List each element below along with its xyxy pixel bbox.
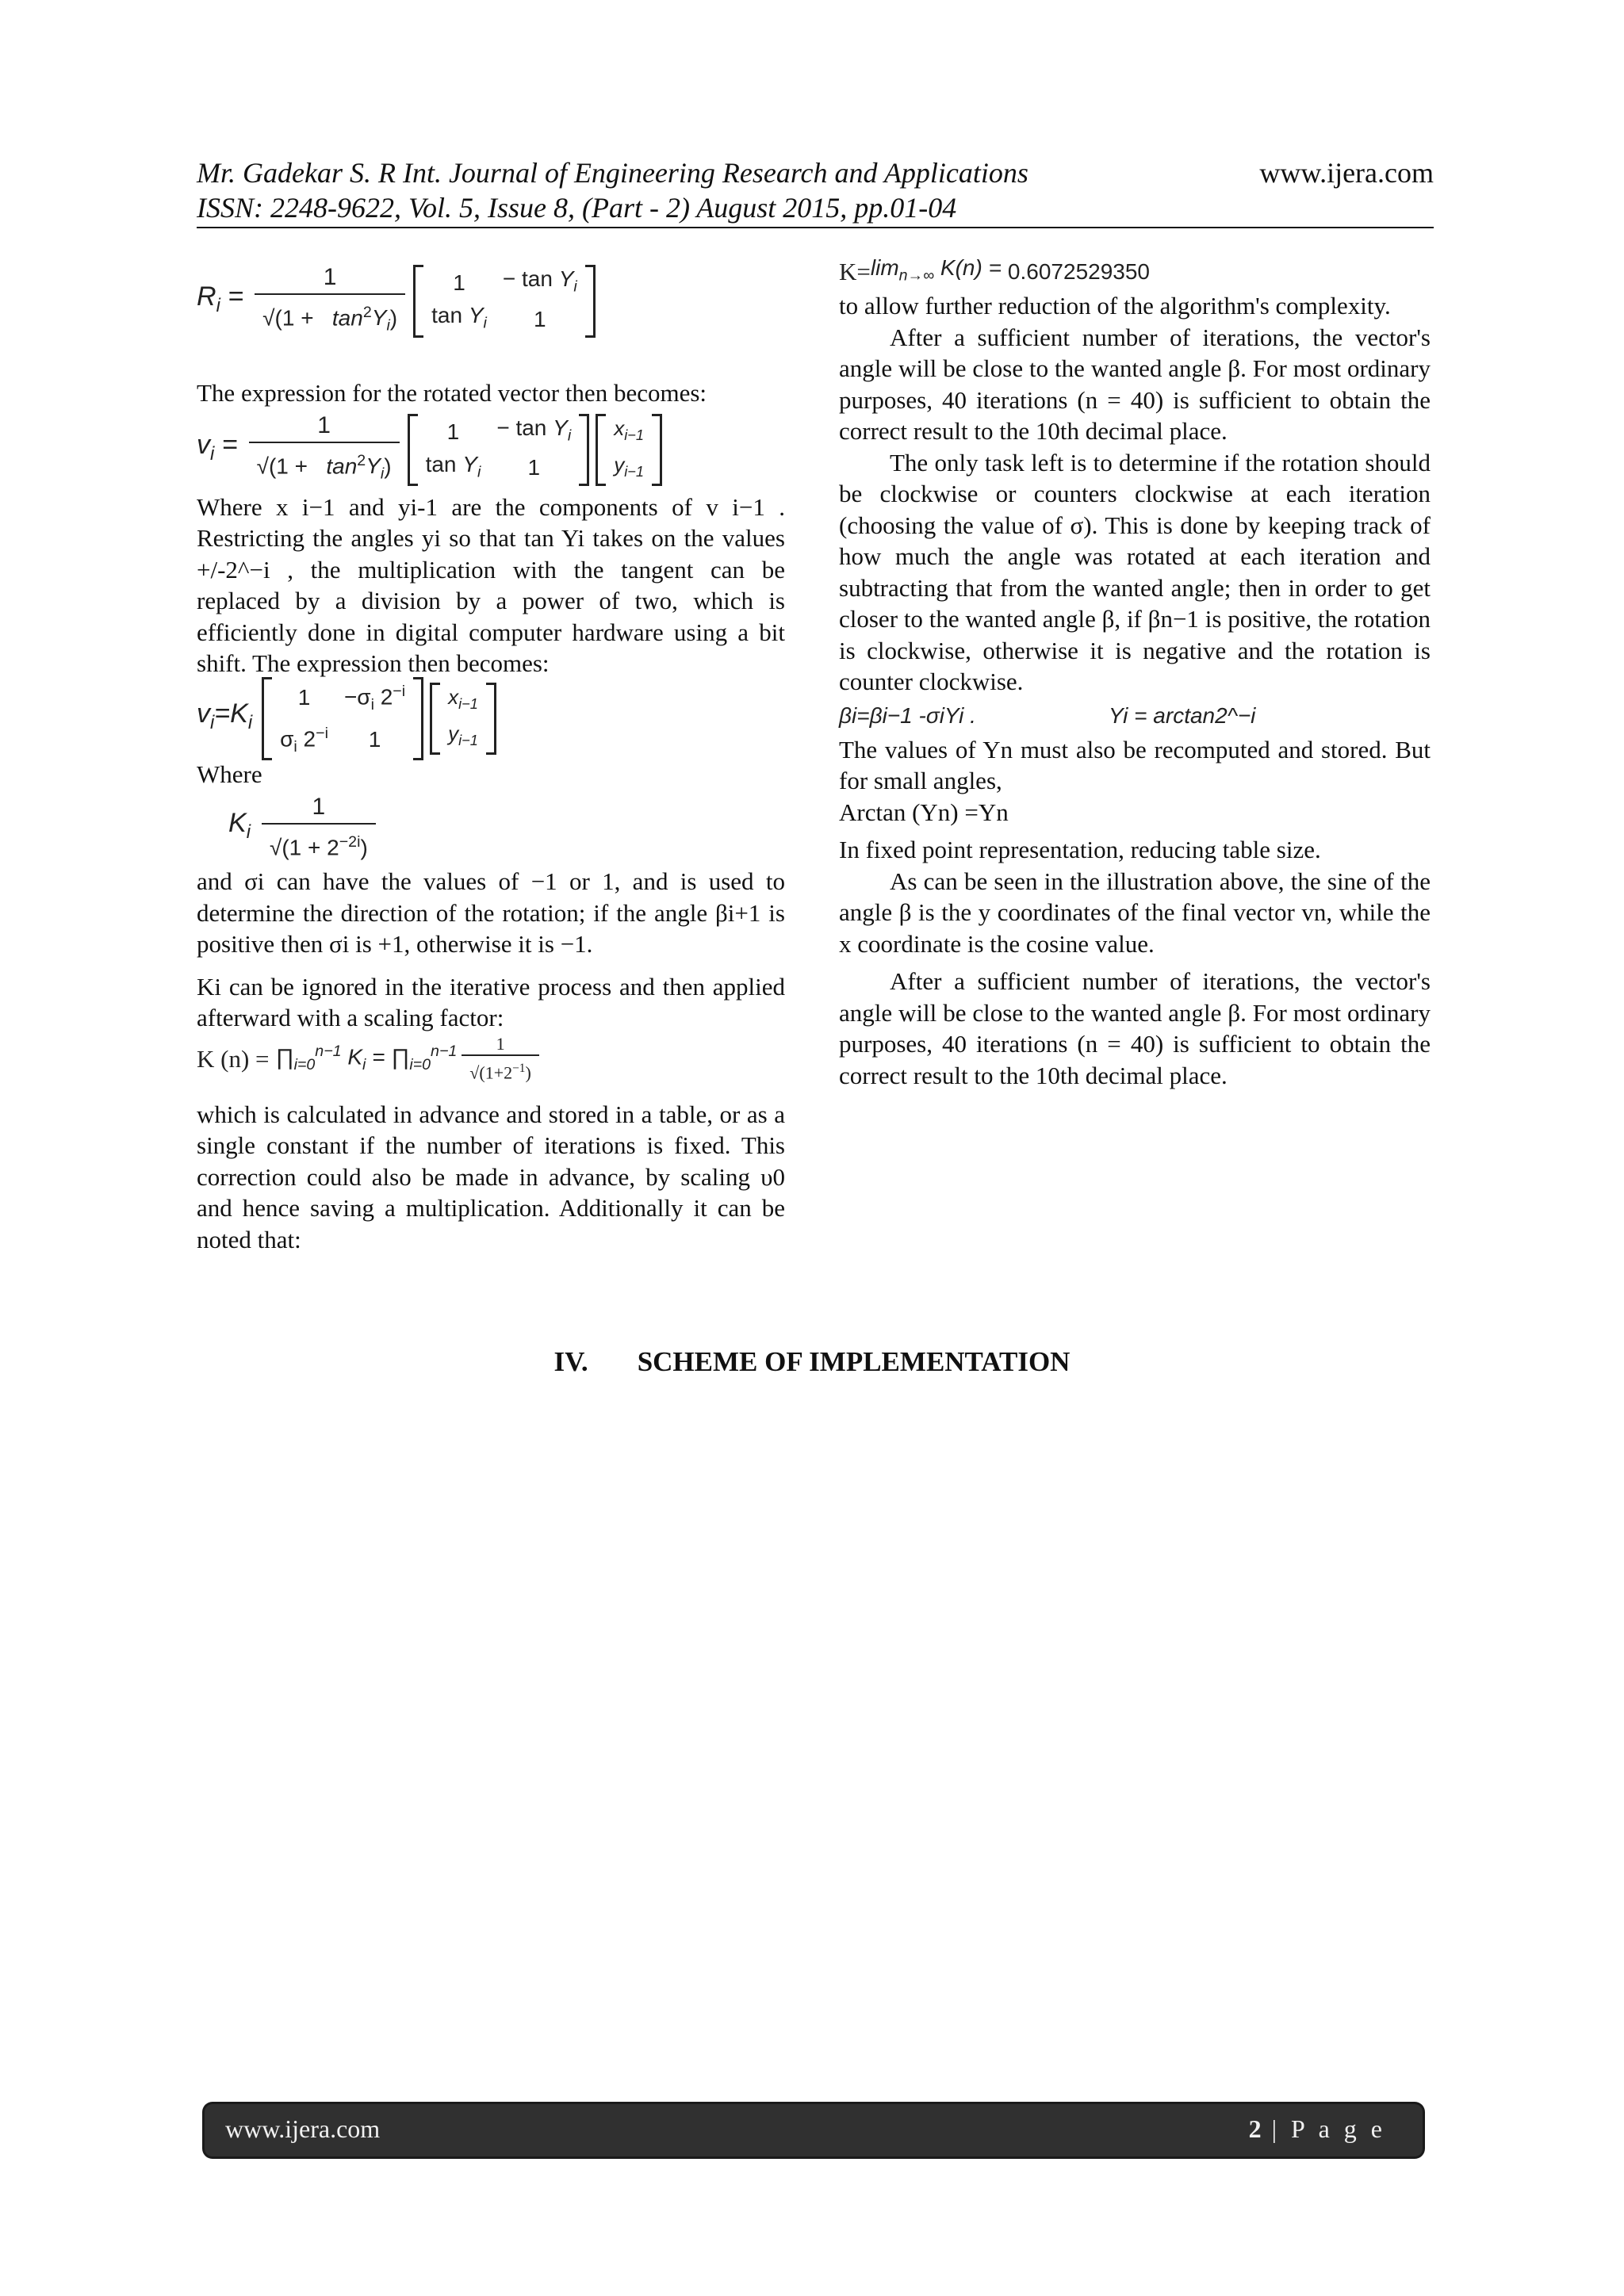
para-where-components: Where x i−1 and yi-1 are the components of v i−1 . Restricting the angles yi so that tan Yi takes on the values +/-2^−i , the multiplication with the tangent can be replaced by a division by a power of two, which is efficiently done in digital computer hardware using a bit shift. The expression then becomes:	[197, 492, 785, 677]
header-url[interactable]: www.ijera.com	[1259, 157, 1434, 189]
para-illustration: As can be seen in the illustration above, the sine of the angle β is the y coordinates of the final vector vn, while the x coordinate is the cosine value.	[839, 867, 1431, 958]
para-after-1: After a sufficient number of iterations, the vector's angle will be close to the wanted angle β. For most ordinary purposes, 40 iterations (n = 40) is sufficient to obtain the correct result to the 10th decimal place.	[839, 323, 1431, 445]
page-number: 2	[1248, 2114, 1262, 2143]
para-task: The only task left is to determine if the rotation should be clockwise or counters clockwise at each iteration (choosing the value of σ). This is done by keeping track of how much the angle was rotated at each iteration and subtracting that from the wanted angle; then in order to get closer to the wanted angle β, if βn−1 is positive, the rotation is clockwise, otherwise it is negative and the rotation is counter clockwise.	[839, 448, 1431, 695]
beta-eq: βi=βi−1 -σiYi .	[839, 702, 976, 728]
para-values: The values of Yn must also be recomputed and stored. But for small angles,	[839, 735, 1431, 794]
kn-prefix: K (n) =	[197, 1044, 270, 1073]
left-column	[197, 254, 785, 1255]
para-sigma: and σi can have the values of −1 or 1, and is used to determine the direction of the rotation; if the angle βi+1 is positive then σi is +1, otherwise it is −1.	[197, 867, 785, 958]
footer-page	[1249, 2114, 1386, 2144]
equation-ki: $K_i$ $\frac{1}{√(1 + 2^{-2i})}$	[197, 790, 785, 866]
journal-title: Mr. Gadekar S. R Int. Journal of Engineering Research and Applications	[197, 157, 1028, 189]
footer-url[interactable]: www.ijera.com	[225, 2114, 381, 2143]
header-line-2: ISSN: 2248-9622, Vol. 5, Issue 8, (Part - 2) August 2015, pp.01-04	[197, 192, 957, 224]
equation-k-limit: K= $\lim_{n\to\infty} K(n)$ = 0.6072529350	[839, 254, 1431, 290]
para-after-2: After a sufficient number of iterations, the vector's angle will be close to the wanted angle β. For most ordinary purposes, 40 iterations (n = 40) is sufficient to obtain the correct result to the 10th decimal place.	[839, 967, 1431, 1089]
page-label: | P a g e	[1271, 2114, 1386, 2143]
equation-ri: $R_i$ = $\frac{1}{√(1 + \tan^2Y_i)}$ 1 − $\tan Y_i$ $\tan Y_i$ 1	[197, 254, 785, 349]
klim-value: 0.6072529350	[1007, 259, 1150, 285]
right-column	[839, 254, 1431, 1091]
equation-vi-ki: $v_i=K_i$ 1 $-\sigma_i$ $2^{-i}$ $\sigma_i$ $2^{-i}$ 1 $x_{i-1}$ $y_{i-1}$	[197, 679, 785, 759]
equation-kn: K (n) = $\prod_{i=0}^{n-1}$ $K_i$ = $\prod_{i=0}^{n-1}$ $\frac{1}{√(1+2^{-1})}$	[197, 1034, 785, 1085]
section-heading	[0, 1346, 1624, 1378]
section-number: IV.	[553, 1346, 588, 1377]
para-fixed-point: In fixed point representation, reducing table size.	[839, 836, 1321, 863]
para-ki-ignored: Ki can be ignored in the iterative process and then applied afterward with a scaling factor:	[197, 972, 785, 1031]
footer-bar	[205, 2104, 1423, 2156]
arctan-eq: Arctan (Yn) =Yn	[839, 798, 1009, 826]
where-label: Where	[197, 760, 262, 788]
section-title: SCHEME OF IMPLEMENTATION	[637, 1346, 1071, 1377]
klim-prefix: K=	[839, 258, 871, 286]
para-rotated-vector: The expression for the rotated vector then becomes:	[197, 379, 707, 407]
equation-vi: $v_i$ = $\frac{1}{√(1 + \tan^2Y_i)}$ 1 − $\tan Y_i$ $\tan Y_i$ 1 $x_{i-1}$ $y_{i-1}$	[197, 409, 785, 492]
gamma-eq: Yi = arctan2^−i	[1109, 702, 1256, 728]
para-table: which is calculated in advance and stored in a table, or as a single constant if the number of iterations is fixed. This correction could also be made in advance, by scaling υ0 and hence saving a multiplication. Additionally it can be noted that:	[197, 1100, 785, 1253]
header-line-1	[197, 155, 1434, 190]
equation-beta-gamma	[839, 698, 1431, 734]
header-rule	[197, 227, 1434, 228]
para-allow: to allow further reduction of the algorithm's complexity.	[839, 292, 1391, 320]
